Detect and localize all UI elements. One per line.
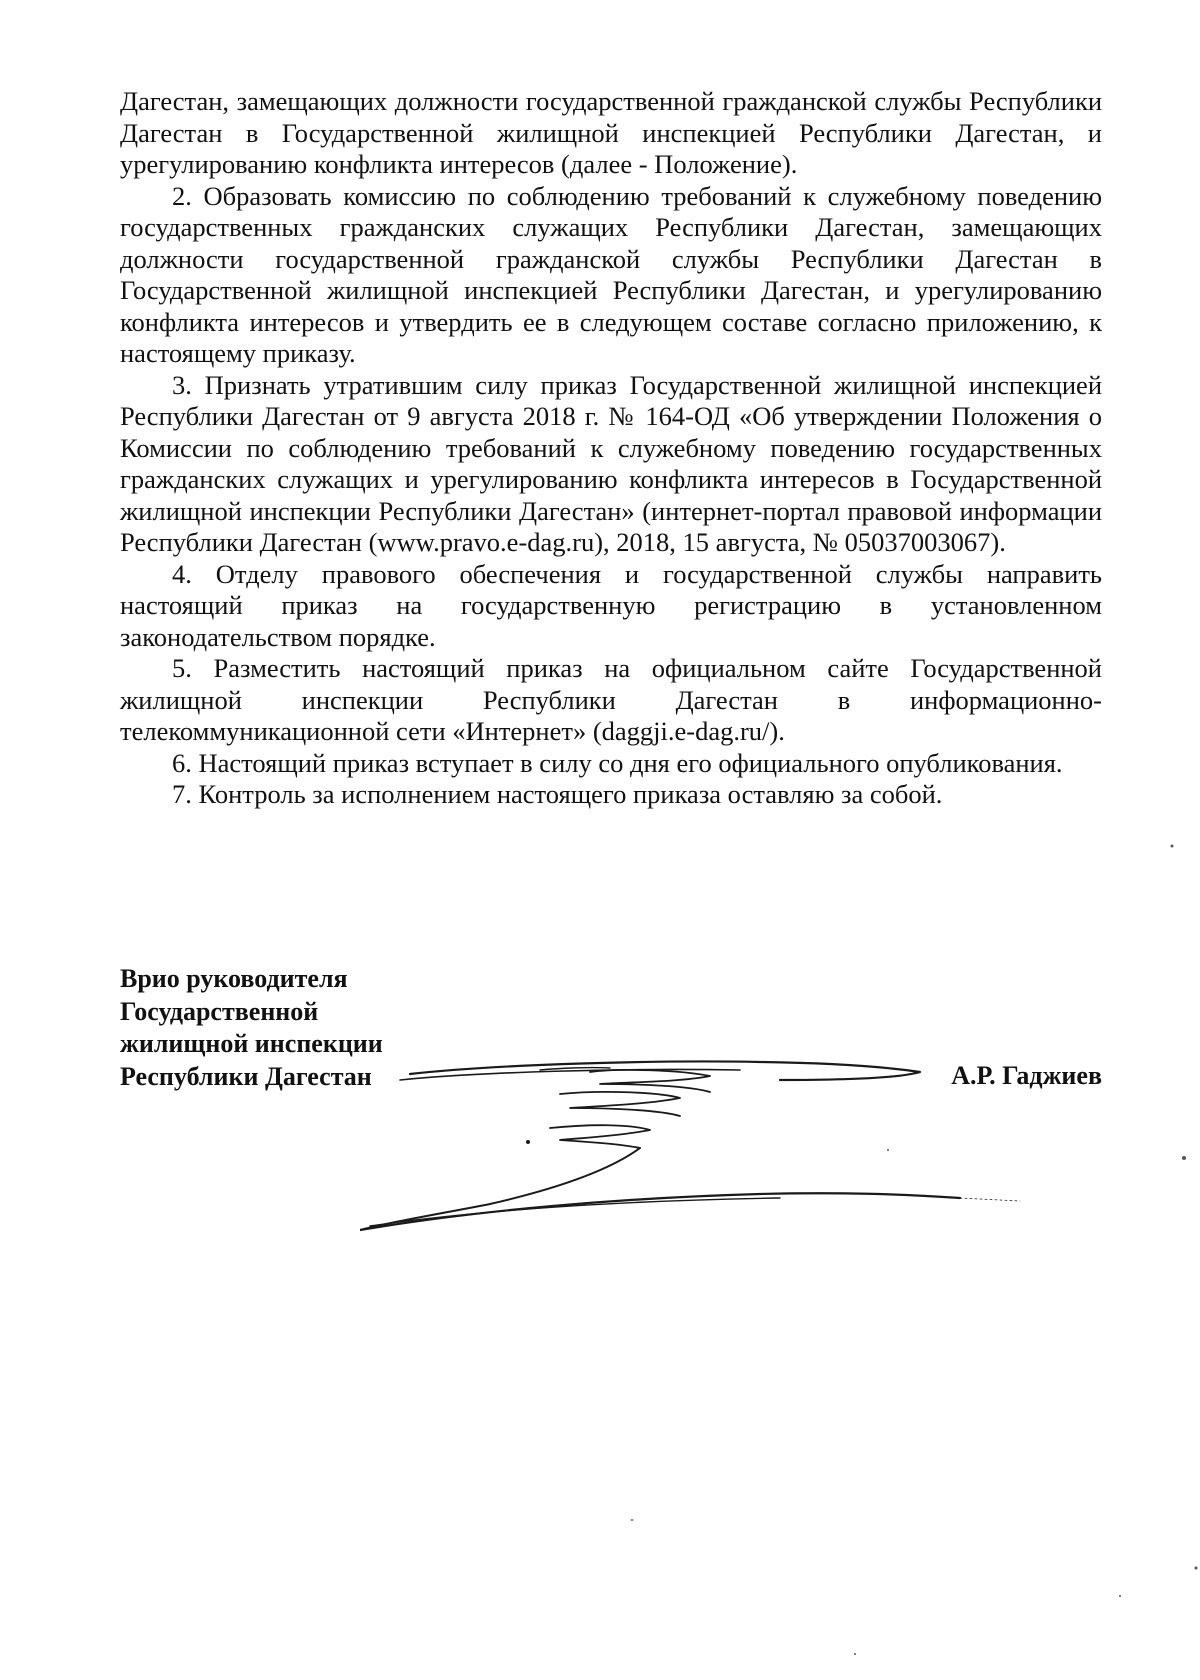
paragraph-6: 6. Настоящий приказ вступает в силу со дня его официального опубликования. xyxy=(172,747,1063,778)
signatory-title-line: жилищной инспекции xyxy=(120,1029,383,1058)
paragraph-7: 7. Контроль за исполнением настоящего приказа оставляю за собой. xyxy=(172,779,943,809)
signatory-title-line: Врио руководителя xyxy=(120,964,348,993)
signatory-title-line: Государственной xyxy=(120,996,319,1026)
paragraph-4: 4. Отделу правового обеспечения и государственной службы направить настоящий приказ на государственную регистрацию в установленном законодательством порядке. xyxy=(120,558,1102,652)
handwritten-signature xyxy=(360,1020,1080,1240)
paragraph-2: 2. Образовать комиссию по соблюдению требований к служебному поведению государственных гражданских служащих Республики Дагестан, замещающих должности государственной гражданской службы Республики Дагестан в Государственной жилищной инспекцией Республики Дагестан, и урегулированию конфликта интересов и утвердить ее в следующем составе согласно приложению, к настоящему приказу. xyxy=(120,180,1102,368)
signatory-title-line: Республики Дагестан xyxy=(120,1061,372,1091)
paragraph-5: 5. Разместить настоящий приказ на официальном сайте Государственной жилищной инспекции Республики Дагестан в информационно-телекоммуникационной сети «Интернет» (daggji.e-dag.ru/). xyxy=(120,653,1102,746)
signatory-title xyxy=(120,963,383,1093)
signatory-name: А.Р. Гаджиев xyxy=(951,1061,1102,1090)
paragraph-3: 3. Признать утратившим силу приказ Государственной жилищной инспекцией Республики Дагестан от 9 августа 2018 г. № 164-ОД «Об утверждении Положения о Комиссии по соблюдению требований к служебному поведению государственных гражданских служащих и урегулированию конфликта интересов в Государственной жилищной инспекции Республики Дагестан» (интернет-портал правовой информации Республики Дагестан (www.pravo.e-dag.ru), 2018, 15 августа, № 05037003067). xyxy=(120,369,1102,557)
paragraph-1-continuation: Дагестан, замещающих должности государственной гражданской службы Республики Дагестан в Государственной жилищной инспекцией Республики Дагестан, и урегулированию конфликта интересов (далее - Положение). xyxy=(120,86,1102,179)
document-body xyxy=(120,86,1102,811)
